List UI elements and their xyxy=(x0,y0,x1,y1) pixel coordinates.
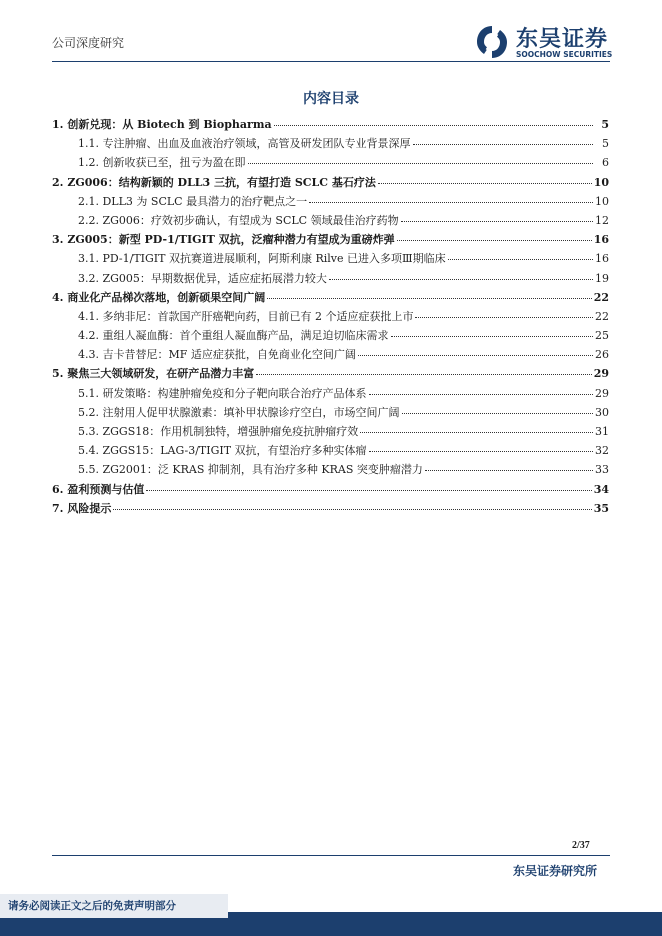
toc-entry-section[interactable] xyxy=(52,441,609,460)
footer-divider xyxy=(52,855,610,856)
toc-entry-section[interactable] xyxy=(52,422,609,441)
toc-entry-page: 12 xyxy=(595,213,609,227)
toc-entry-page: 30 xyxy=(595,405,609,419)
toc-entry-text: 3.2. ZG005：早期数据优异，适应症拓展潜力较大 xyxy=(78,271,327,285)
toc-leader-dots xyxy=(425,470,593,471)
toc-entry-text: 2.2. ZG006：疗效初步确认，有望成为 SCLC 领域最佳治疗药物 xyxy=(78,213,399,227)
toc-leader-dots xyxy=(248,163,594,164)
toc-leader-dots xyxy=(267,298,591,299)
toc-entry-section[interactable] xyxy=(52,153,609,172)
toc-leader-dots xyxy=(358,355,593,356)
toc-entry-text: 2. ZG006：结构新颖的 DLL3 三抗，有望打造 SCLC 基石疗法 xyxy=(52,175,376,189)
toc-entry-page: 19 xyxy=(595,271,609,285)
toc-entry-section[interactable] xyxy=(52,460,609,479)
toc-entry-text: 4.2. 重组人凝血酶：首个重组人凝血酶产品，满足迫切临床需求 xyxy=(78,329,389,343)
logo-name-en: SOOCHOW SECURITIES xyxy=(516,50,613,59)
soochow-logo xyxy=(474,22,614,62)
toc-entry-text: 5.4. ZGGS15：LAG-3/TIGIT 双抗，有望治疗多种实体瘤 xyxy=(78,444,367,458)
toc-entry-text: 3.1. PD-1/TIGIT 双抗赛道进展顺利，阿斯利康 Rilve 已进入多项Ⅲ期临床 xyxy=(78,252,446,266)
toc-entry-section[interactable] xyxy=(52,249,609,268)
toc-entry-page: 26 xyxy=(595,348,609,362)
toc-entry-chapter[interactable] xyxy=(52,480,609,499)
toc-entry-text: 5. 聚焦三大领域研发，在研产品潜力丰富 xyxy=(52,367,255,381)
toc-leader-dots xyxy=(448,259,593,260)
toc-entry-section[interactable] xyxy=(52,192,609,211)
toc-leader-dots xyxy=(415,317,593,318)
toc-entry-page: 22 xyxy=(593,290,609,304)
toc-entry-text: 1.1. 专注肿瘤、出血及血液治疗领域，高管及研发团队专业背景深厚 xyxy=(78,137,411,151)
toc-entry-page: 31 xyxy=(595,425,609,438)
disclaimer-bar xyxy=(0,894,228,918)
toc-entry-page: 33 xyxy=(595,463,609,477)
toc-entry-section[interactable] xyxy=(52,307,609,326)
toc-leader-dots xyxy=(369,394,594,395)
toc-leader-dots xyxy=(402,413,594,414)
toc-entry-chapter[interactable] xyxy=(52,288,609,307)
toc-entry-section[interactable] xyxy=(52,403,609,422)
toc-entry-text: 5.5. ZG2001：泛 KRAS 抑制剂，具有治疗多种 KRAS 突变肿瘤潜力 xyxy=(78,463,423,477)
toc-leader-dots xyxy=(397,240,592,241)
toc-entry-text: 7. 风险提示 xyxy=(52,501,112,515)
logo-name-cn: 东吴证券 xyxy=(516,27,609,52)
toc-entry-page: 35 xyxy=(593,501,609,515)
toc-entry-text: 1. 创新兑现：从 Biotech 到 Biopharma xyxy=(52,118,272,131)
toc-leader-dots xyxy=(309,202,593,203)
toc-entry-text: 1.2. 创新收获已至，扭亏为盈在即 xyxy=(78,156,246,170)
toc-entry-page: 16 xyxy=(595,252,609,266)
toc-entry-page: 16 xyxy=(593,233,609,247)
toc-leader-dots xyxy=(329,279,593,280)
disclaimer-text: 请务必阅读正文之后的免责声明部分 xyxy=(8,900,176,912)
toc-leader-dots xyxy=(146,490,591,491)
toc-leader-dots xyxy=(274,125,593,126)
toc-entry-page: 5 xyxy=(602,137,609,151)
toc-leader-dots xyxy=(378,183,592,184)
toc-entry-page: 29 xyxy=(595,386,609,400)
toc-entry-section[interactable] xyxy=(52,384,609,403)
toc-entry-section[interactable] xyxy=(52,326,609,345)
toc-entry-section[interactable] xyxy=(52,134,609,153)
toc-entry-page: 10 xyxy=(593,175,609,189)
toc-entry-chapter[interactable] xyxy=(52,230,609,249)
toc-leader-dots xyxy=(391,336,594,337)
toc-entry-text: 4.1. 多纳非尼：首款国产肝癌靶向药，目前已有 2 个适应症获批上市 xyxy=(78,309,414,323)
toc-entry-text: 6. 盈利预测与估值 xyxy=(52,482,145,496)
toc-entry-text: 4. 商业化产品梯次落地，创新硕果空间广阔 xyxy=(52,290,266,304)
toc-leader-dots xyxy=(413,144,594,145)
toc-entry-section[interactable] xyxy=(52,211,609,230)
toc-entry-section[interactable] xyxy=(52,269,609,288)
doc-type-label: 公司深度研究 xyxy=(52,36,125,50)
toc-leader-dots xyxy=(256,374,591,375)
toc-entry-section[interactable] xyxy=(52,345,609,364)
page-number: 2/37 xyxy=(572,840,590,851)
toc-entry-chapter[interactable] xyxy=(52,115,609,134)
toc-entry-page: 6 xyxy=(602,156,609,170)
soochow-logo-icon xyxy=(474,24,510,60)
toc-leader-dots xyxy=(369,451,593,452)
toc-entry-chapter[interactable] xyxy=(52,173,609,192)
toc-entry-page: 34 xyxy=(593,482,609,496)
toc-title: 内容目录 xyxy=(303,91,359,107)
toc-entry-page: 25 xyxy=(595,329,609,343)
toc-entry-text: 4.3. 吉卡昔替尼：MF 适应症获批，自免商业化空间广阔 xyxy=(78,348,356,362)
toc-entry-page: 29 xyxy=(593,367,609,381)
toc-leader-dots xyxy=(360,432,593,433)
toc-entry-page: 22 xyxy=(595,309,609,323)
toc-leader-dots xyxy=(113,509,591,510)
toc-entry-text: 5.3. ZGGS18：作用机制独特，增强肿瘤免疫抗肿瘤疗效 xyxy=(78,425,359,438)
toc-entry-page: 32 xyxy=(595,444,609,458)
header-divider xyxy=(52,61,610,62)
toc-entry-page: 5 xyxy=(601,118,609,131)
toc-entry-chapter[interactable] xyxy=(52,499,609,518)
toc-entry-text: 5.1. 研发策略：构建肿瘤免疫和分子靶向联合治疗产品体系 xyxy=(78,386,367,400)
toc-entry-page: 10 xyxy=(595,194,609,208)
toc-leader-dots xyxy=(401,221,593,222)
table-of-contents xyxy=(52,115,609,518)
toc-entry-text: 2.1. DLL3 为 SCLC 最具潜力的治疗靶点之一 xyxy=(78,194,308,208)
toc-entry-text: 3. ZG005：新型 PD-1/TIGIT 双抗，泛瘤种潜力有望成为重磅炸弹 xyxy=(52,233,395,247)
toc-entry-chapter[interactable] xyxy=(52,364,609,383)
toc-entry-text: 5.2. 注射用人促甲状腺激素：填补甲状腺诊疗空白，市场空间广阔 xyxy=(78,405,400,419)
footer-org: 东吴证券研究所 xyxy=(513,864,598,878)
